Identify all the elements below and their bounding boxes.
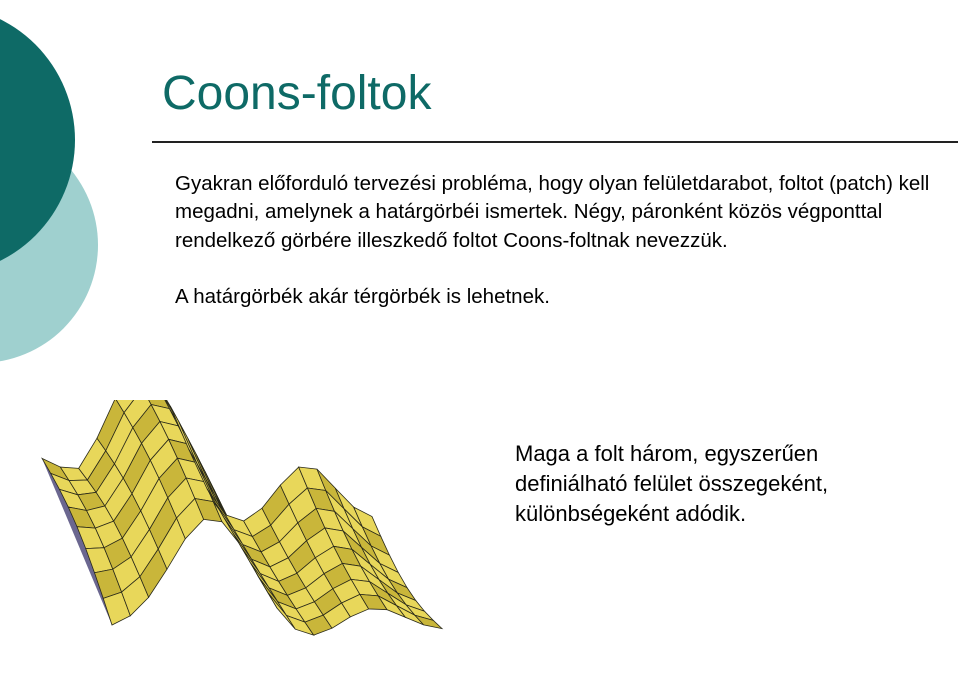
slide-body [175, 170, 945, 312]
body-paragraph: Gyakran előforduló tervezési probléma, hogy olyan felületdarabot, foltot (patch) kell megadni, amelynek a határgörbéi ismertek. Négy, páronként közös végponttal rendelkező görbére illeszkedő foltot Coons-foltnak nevezzük. [175, 172, 930, 252]
side-note: Maga a folt három, egyszerűen definiálható felület összegeként, különbségeként adódik. [515, 441, 829, 526]
body-paragraph: A határgörbék akár térgörbék is lehetnek. [175, 285, 550, 309]
title-divider [152, 141, 958, 143]
coons-surface-illustration [30, 400, 460, 675]
surface-mesh [42, 400, 442, 635]
slide-title: Coons-foltok [162, 67, 432, 120]
decorative-circles [0, 0, 130, 400]
